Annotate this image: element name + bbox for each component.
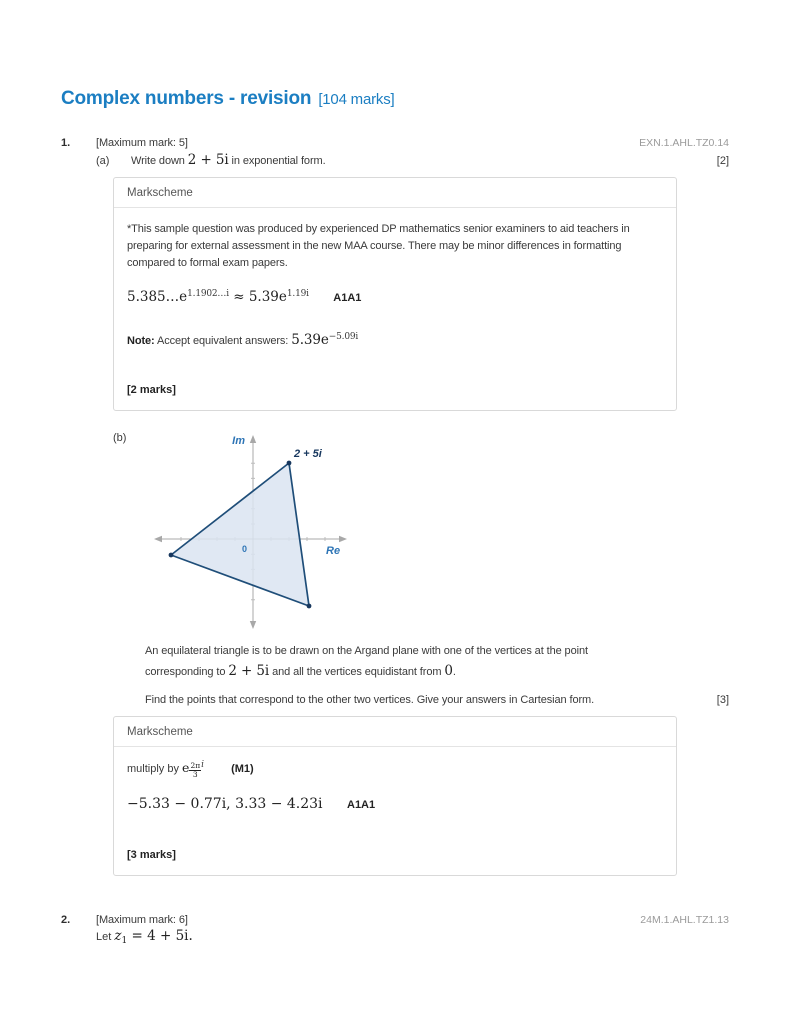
part-a-text: Write down 2 + 5i in exponential form. <box>131 152 326 168</box>
part-a-marks: [2] <box>716 155 729 167</box>
markscheme-body <box>114 747 676 875</box>
question-1-part-b <box>61 430 729 637</box>
argand-diagram-svg <box>145 430 427 632</box>
re-axis-arrow-left <box>154 536 162 542</box>
maximum-mark: [Maximum mark: 6] <box>96 914 188 927</box>
vertex-label-2-plus-5i: 2 + 5i <box>294 448 322 461</box>
question-number: 1. <box>61 137 71 149</box>
sample-question-note: *This sample question was produced by experienced DP mathematics senior examiners to aid teachers in preparing for external assessment in the new MAA course. There may be minor differences in formatting compared to formal exam papers. <box>127 223 630 270</box>
inline-math: 0 <box>444 662 453 679</box>
inline-math: 2 + 5i <box>228 662 270 679</box>
markscheme-header: Markscheme <box>114 178 676 208</box>
question-number: 2. <box>61 914 71 927</box>
markscheme-header: Markscheme <box>114 717 676 747</box>
question-2 <box>61 914 729 946</box>
inline-math: 2 + 5i <box>187 152 229 168</box>
equilateral-triangle <box>171 463 309 606</box>
page-title-marks: [104 marks] <box>318 91 395 108</box>
page-title-text: Complex numbers - revision <box>61 88 312 109</box>
page-title <box>61 88 729 110</box>
question-reference: EXN.1.AHL.TZ0.14 <box>639 137 729 149</box>
markscheme-box-b <box>113 716 677 876</box>
markscheme-box-a <box>113 177 677 411</box>
question-reference: 24M.1.AHL.TZ1.13 <box>640 914 729 927</box>
vertex-dot-bottom <box>307 604 312 609</box>
part-b-description: An equilateral triangle is to be drawn on the Argand plane with one of the vertices at the point corresponding to 2 + 5i and all the vertices equidistant from 0. <box>145 645 588 679</box>
question-1-header <box>61 137 729 149</box>
question-2-header <box>61 914 729 926</box>
origin-label: 0 <box>241 544 247 555</box>
mark-code: (M1) <box>231 763 254 776</box>
method-line: multiply by e $\frac{2\pi}{3}$ $^i$ (M1) <box>127 760 254 780</box>
question-1-part-a <box>61 152 729 168</box>
vertex-dot-top <box>287 461 292 466</box>
mark-code: A1A1 <box>333 292 362 305</box>
part-b-label: (b) <box>113 432 127 445</box>
answer-line: $5.385\dots e^{1.1902\dots i} \approx 5.39e^{1.19i}$ A1A1 <box>127 289 362 306</box>
fraction-exponent: $\frac{2\pi}{3}$ <box>190 761 201 780</box>
answer-line: −5.33 − 0.77i, 3.33 − 4.23i A1A1 <box>127 796 376 813</box>
note-label: Note: <box>127 335 155 348</box>
re-axis-arrow-right <box>339 536 347 542</box>
im-axis-arrow-up <box>250 435 256 443</box>
part-a-label: (a) <box>96 155 110 167</box>
part-b-task-text: Find the points that correspond to the other two vertices. Give your answers in Cartesian form. <box>145 694 595 707</box>
total-marks: [2 marks] <box>127 384 176 397</box>
question-2-intro: Let $z_1 = 4 + 5i$. <box>96 928 193 947</box>
argand-diagram <box>145 430 427 637</box>
maximum-mark: [Maximum mark: 5] <box>96 137 188 149</box>
markscheme-body <box>114 208 676 410</box>
im-axis-label: Im <box>232 435 245 448</box>
question-1 <box>61 137 729 876</box>
total-marks: [3 marks] <box>127 849 176 862</box>
vertex-dot-left <box>169 553 174 558</box>
im-axis-arrow-down <box>250 621 256 629</box>
re-axis-label: Re <box>326 545 341 558</box>
part-b-task <box>61 694 729 706</box>
mark-code: A1A1 <box>347 799 376 812</box>
part-b-marks: [3] <box>716 694 729 707</box>
note-line: Note: Accept equivalent answers: $5.39e^{-5.09i}$ <box>127 332 359 349</box>
